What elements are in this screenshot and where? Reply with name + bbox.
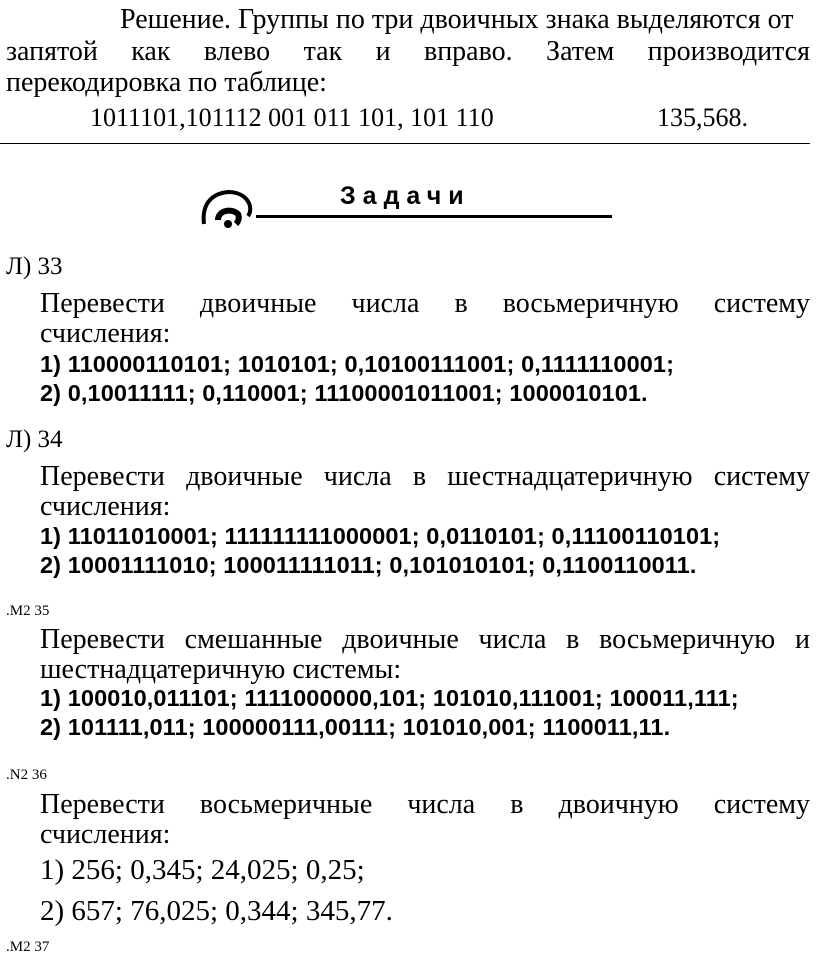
task-number: .М2 35 — [6, 603, 50, 619]
word: производится — [647, 36, 810, 67]
word: так — [303, 36, 343, 67]
word: шестнадцатеричную — [447, 461, 693, 492]
task-description — [40, 789, 810, 821]
task-description-cont: счисления: — [40, 318, 171, 349]
word: числа — [478, 624, 547, 655]
word: систему — [713, 461, 810, 492]
word: в — [412, 461, 427, 492]
word: восьмеричную — [502, 288, 679, 319]
word: запятой — [6, 36, 98, 67]
word: влево — [203, 36, 271, 67]
task-number: Л) 34 — [6, 426, 63, 453]
word: числа — [407, 789, 476, 820]
word: систему — [713, 789, 810, 820]
task-line-1: 1) 110000110101; 1010101; 0,10100111001; 0,1111110001; — [40, 351, 675, 377]
task-description-cont: счисления: — [40, 491, 171, 522]
word: в — [454, 288, 468, 319]
task-line-2: 2) 657; 76,025; 0,344; 345,77. — [40, 895, 393, 927]
word: Перевести — [40, 789, 165, 820]
word: двоичные — [199, 288, 317, 319]
solution-result-right: 135,568. — [657, 103, 748, 132]
task-number: .N2 36 — [6, 767, 47, 783]
word: систему — [713, 288, 810, 319]
task-line-2: 2) 10001111010; 100011111011; 0,101010101; 0,1100110011. — [40, 552, 697, 578]
task-description — [40, 461, 810, 493]
task-line-1: 1) 100010,011101; 1111000000,101; 101010,111001; 100011,111; — [40, 685, 739, 711]
word: Перевести — [40, 288, 165, 319]
task-line-2: 2) 101111,011; 100000111,00111; 101010,001; 1100011,11. — [40, 714, 671, 740]
solution-line-2 — [6, 36, 810, 68]
word: Затем — [546, 36, 615, 67]
word: и — [375, 36, 391, 67]
section-header — [198, 180, 618, 230]
word: и — [794, 624, 810, 655]
solution-line-3: перекодировка по таблице: — [6, 67, 327, 98]
solution-result-left: 1011101,101112 001 011 101, 101 110 — [90, 103, 494, 132]
word: восьмеричную — [599, 624, 776, 655]
word: двоичную — [558, 789, 679, 820]
task-description-cont: счисления: — [40, 819, 171, 850]
word: Перевести — [40, 461, 165, 492]
word: вправо. — [423, 36, 513, 67]
task-line-1: 1) 256; 0,345; 24,025; 0,25; — [40, 854, 365, 886]
header-underline — [256, 215, 612, 218]
task-number: .М2 37 — [6, 939, 50, 955]
word: смешанные — [184, 624, 323, 655]
word: как — [131, 36, 171, 67]
task-description — [40, 288, 810, 320]
word: восьмеричные — [199, 789, 373, 820]
word: в — [510, 789, 524, 820]
solution-line-1: Решение. Группы по три двоичных знака выделяются от — [120, 4, 794, 35]
task-line-2: 2) 0,10011111; 0,110001; 11100001011001; 1000010101. — [40, 380, 648, 406]
question-mark-icon — [198, 180, 258, 230]
word: числа — [351, 288, 420, 319]
task-number: Л) 33 — [6, 253, 63, 280]
word: двоичные — [186, 461, 303, 492]
word: Перевести — [40, 624, 165, 655]
word: в — [566, 624, 580, 655]
task-description — [40, 624, 810, 656]
task-description-cont: шестнадцатеричную системы: — [40, 654, 402, 685]
word: числа — [323, 461, 392, 492]
divider-line — [0, 143, 810, 144]
word: двоичные — [342, 624, 459, 655]
section-title: Задачи — [340, 182, 471, 210]
task-line-1: 1) 11011010001; 111111111000001; 0,0110101; 0,11100110101; — [40, 523, 721, 549]
